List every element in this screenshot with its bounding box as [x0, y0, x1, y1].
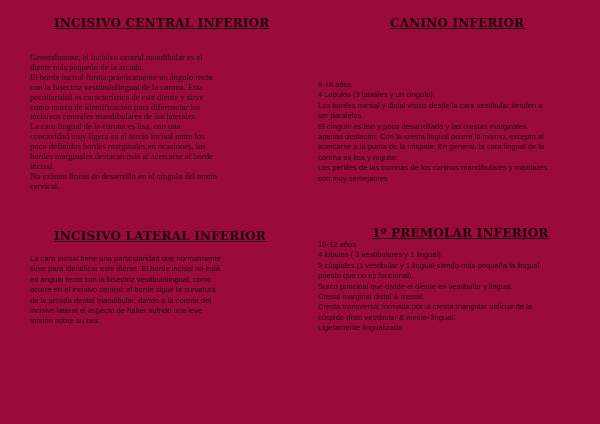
central-incisor-title: INCISIVO CENTRAL INFERIOR — [54, 16, 270, 30]
text-line: 4 lobulos ( 3 vestibulares y 1 lingual). — [318, 250, 443, 260]
lateral-incisor-title: INCISIVO LATERAL INFERIOR — [54, 229, 267, 243]
text-line: 10-12 años — [318, 240, 356, 249]
text-line: de la arcada dental mandibular, dando a la corona del — [30, 295, 212, 305]
text-line: concavidad muy ligera en el tercio incisal entre los — [30, 131, 205, 142]
text-line: en ángulo recto con la bisectriz vestibulolingual, como — [30, 274, 212, 284]
text-line: 2 cúspides (1 vestibular y 1 lingual-siendo más pequeña la lingual — [318, 260, 540, 270]
text-line: ocurre en el incisivo central; el borde sigue la curvatura — [30, 285, 216, 295]
text-line: acercarse a la punta de la cúspide. En general, la cara lingual de la — [318, 142, 545, 152]
text-line: son muy semejantes — [318, 173, 388, 183]
text-line: peculiaridad es característica de este diente y sirve — [30, 91, 204, 102]
text-line: 9-16 años — [318, 80, 352, 89]
text-line: Los bordes mesial y distal vistos desde la cara vestibular tienden a — [318, 100, 543, 110]
text-line: La cara lingual de la corona es lisa, con una — [30, 121, 181, 132]
text-line: El cíngulo es liso y poco desarrollado y las crestas marginales — [318, 121, 527, 131]
text-line: como marca de identificación para diferenciar los — [30, 101, 201, 112]
text-line: bordes marginales destacan más al acercarse al borde — [30, 151, 213, 162]
text-line: torsión sobre su raíz. — [30, 316, 101, 326]
text-line: apenas destacan. Con la cresta lingual ocurre lo mismo, excepto al — [318, 132, 544, 142]
text-line: incisal. — [30, 160, 55, 171]
text-line: Surco principal que divide el diente en vestibular y lingual. — [318, 281, 514, 291]
text-line: cúspide disto vestibular & mesio- lingual. — [318, 312, 456, 322]
text-line: diente más pequeño de la arcada. — [30, 61, 144, 72]
lateral-incisor-text — [30, 254, 278, 327]
text-line: Generalmente, el incisivo central mandibular es el — [30, 52, 203, 62]
canine-text — [318, 80, 580, 184]
text-line: incisivo lateral el aspecto de haber sufrido una leve — [30, 306, 203, 316]
first-premolar-text — [318, 240, 580, 334]
text-line: ser paralelos. — [318, 111, 364, 121]
text-line: No existen líneas de desarrollo en el cíngulo del tercio — [30, 170, 217, 181]
first-premolar-title: 1º PREMOLAR INFERIOR — [372, 226, 549, 240]
text-line: Cresta marginal distal & mesial. — [318, 292, 425, 302]
text-line: La cara incisal tiene una particularidad que normalmente — [30, 254, 221, 263]
text-line: El borde incisal forma prácticamente un ángulo recto — [30, 71, 213, 82]
text-line: corona es lisa y regular. — [318, 152, 399, 162]
central-incisor-text — [30, 53, 278, 192]
text-line: incisivos centrales mandibulares de los laterales. — [30, 111, 198, 122]
text-line: 4 Lobulos (3 labiales y un cingulo). — [318, 90, 435, 100]
text-line: Cresta transversal formada por la cresta triangular oblicua de la — [318, 302, 532, 312]
text-line: puesto que no es funcional). — [318, 271, 414, 281]
text-line: Ligeramente lingualizado — [318, 323, 403, 333]
text-line: Los perfiles de las coronas de los caninos mandibulares y maxilares — [318, 163, 548, 173]
text-line: poco definidos bordes marginales,en ocasiones, los — [30, 141, 206, 152]
canine-title: CANINO INFERIOR — [390, 16, 525, 30]
text-line: cervical. — [30, 180, 60, 191]
text-line: sirve para identificar este diente. El borde incisal no está — [30, 264, 220, 274]
text-line: con la bisectriz vestibulolingual de la corona. Esta — [30, 81, 203, 92]
